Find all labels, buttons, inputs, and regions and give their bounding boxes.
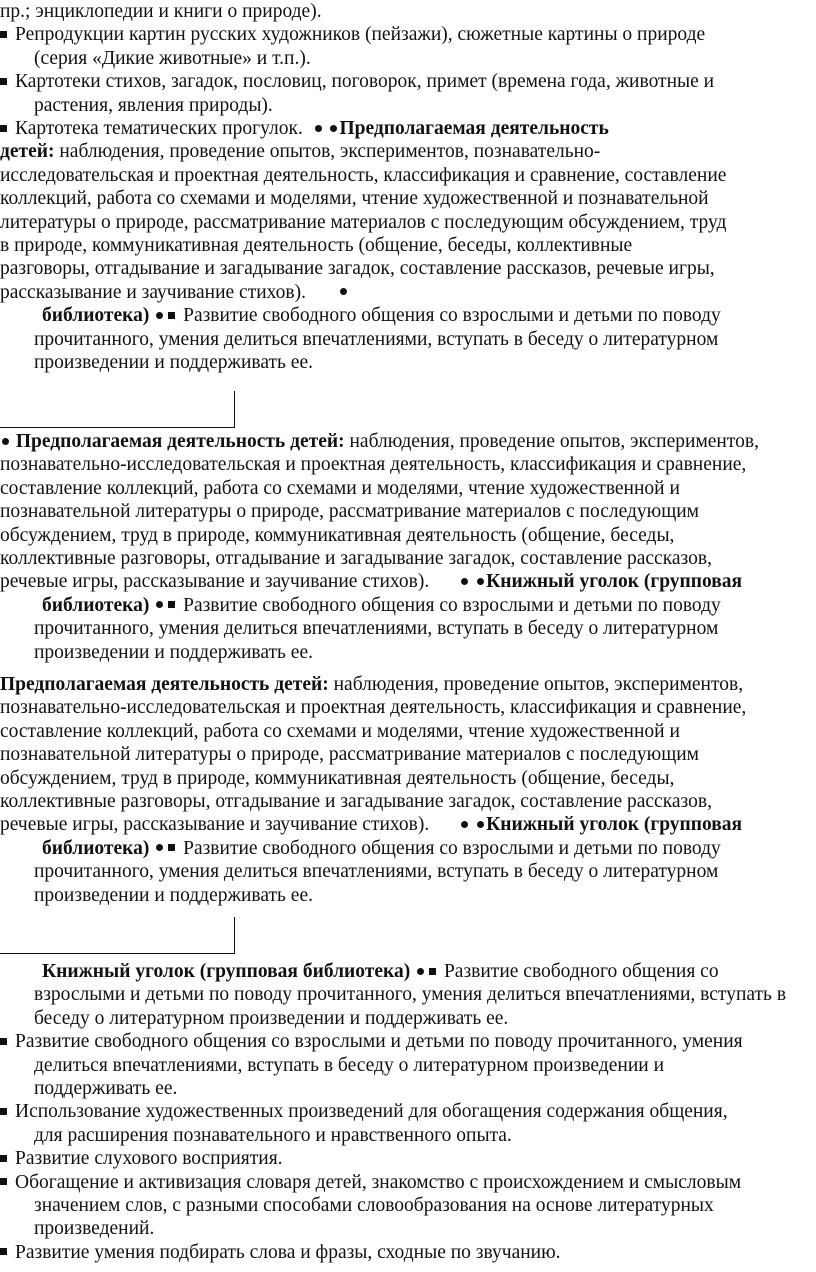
text-line: рассказывание и заучивание стихов). — [0, 281, 816, 304]
text-line: обсуждением, труд в природе, коммуникативная деятельность (общение, беседы, — [0, 767, 675, 789]
round-bullet-icon — [156, 601, 163, 608]
text-line: Предполагаемая деятельность детей: наблюдения, проведение опытов, экспериментов, — [0, 430, 816, 453]
square-bullet-icon — [0, 31, 7, 38]
list-item: Картотека тематических прогулок. Предполагаемая деятельность — [0, 117, 816, 140]
text-line: взрослыми и детьми по поводу прочитанного, умения делиться впечатлениями, вступать в — [34, 984, 787, 1006]
text-line: библиотека) Развитие свободного общения со взрослыми и детьми по поводу — [42, 594, 721, 616]
list-item: Развитие слухового восприятия. — [0, 1147, 816, 1170]
text-line: коллективные разговоры, отгадывание и загадывание загадок, составление рассказов, — [0, 791, 712, 813]
text-line: исследовательская и проектная деятельность, классификация и сравнение, составление — [0, 164, 727, 186]
text-line: познавательной литературы о природе, рассматривание материалов с последующим — [0, 744, 700, 766]
text-line: (серия «Дикие животные» и т.п.). — [34, 47, 311, 69]
text-line: познавательной литературы о природе, рассматривание материалов с последующим — [0, 501, 700, 523]
text-line: произведении и поддерживать ее. — [34, 884, 313, 906]
text-line: познавательно-исследовательская и проектная деятельность, классификация и сравнение, — [0, 454, 747, 476]
text-line: беседу о литературном произведении и поддерживать ее. — [34, 1007, 509, 1029]
square-bullet-icon — [0, 78, 7, 85]
round-bullet-icon — [315, 125, 322, 132]
separator-line — [0, 391, 235, 428]
list-item: Обогащение и активизация словаря детей, знакомство с происхождением и смысловым — [0, 1171, 816, 1194]
round-bullet-icon — [461, 821, 468, 828]
text-line: произведений. — [34, 1218, 155, 1240]
text-line: библиотека) Развитие свободного общения со взрослыми и детьми по поводу — [42, 305, 721, 327]
text-line: поддерживать ее. — [34, 1078, 178, 1100]
section-1 — [0, 0, 816, 375]
list-item: Репродукции картин русских художников (пейзажи), сюжетные картины о природе — [0, 23, 816, 46]
text-line: значением слов, с разными способами словообразования на основе литературных — [34, 1195, 714, 1217]
round-bullet-icon — [417, 968, 424, 975]
text-line: произведении и поддерживать ее. — [34, 641, 313, 663]
text-line: пр.; энциклопедии и книги о природе). — [0, 1, 322, 22]
square-bullet-icon — [0, 1108, 7, 1115]
square-bullet-icon — [0, 1038, 7, 1045]
text-line: составление коллекций, работа со схемами и моделями, чтение художественной и — [0, 477, 680, 499]
text-line: составление коллекций, работа со схемами и моделями, чтение художественной и — [0, 720, 680, 742]
text-line: Предполагаемая деятельность детей: наблюдения, проведение опытов, экспериментов, — [0, 674, 744, 695]
text-line: в природе, коммуникативная деятельность (общение, беседы, коллективные — [0, 235, 633, 257]
round-bullet-icon — [156, 844, 163, 851]
square-bullet-icon — [0, 1248, 7, 1255]
square-bullet-icon — [429, 968, 436, 975]
square-bullet-icon — [0, 1155, 7, 1162]
text-line: делиться впечатлениями, вступать в беседу о литературном произведении и — [34, 1054, 664, 1076]
round-bullet-icon — [156, 312, 163, 319]
square-bullet-icon — [0, 1178, 7, 1185]
list-item: Развитие свободного общения со взрослыми и детьми по поводу прочитанного, умения — [0, 1030, 816, 1053]
square-bullet-icon — [168, 312, 175, 319]
text-line: растения, явления природы). — [34, 94, 273, 116]
round-bullet-icon — [461, 578, 468, 585]
text-line: коллективные разговоры, отгадывание и загадывание загадок, составление рассказов, — [0, 548, 712, 570]
text-line: прочитанного, умения делиться впечатлениями, вступать в беседу о литературном — [34, 861, 719, 883]
heading-text: Предполагаемая деятельность — [339, 118, 609, 140]
list-item: Картотеки стихов, загадок, пословиц, поговорок, примет (времена года, животные и — [0, 70, 816, 93]
text-line: для расширения познавательного и нравственного опыта. — [34, 1124, 512, 1146]
text-line: речевые игры, рассказывание и заучивание стихов). Книжный уголок (групповая — [0, 814, 743, 836]
round-bullet-icon — [477, 578, 484, 585]
round-bullet-icon — [340, 288, 347, 295]
text-line: коллекций, работа со схемами и моделями, чтение художественной и познавательной — [0, 188, 709, 210]
text-line: Книжный уголок (групповая библиотека) Развитие свободного общения со — [42, 961, 719, 982]
text-line: произведении и поддерживать ее. — [34, 352, 313, 374]
list-item: Развитие умения подбирать слова и фразы, сходные по звучанию. — [0, 1241, 816, 1264]
text-line: речевые игры, рассказывание и заучивание стихов). Книжный уголок (групповая — [0, 571, 743, 593]
round-bullet-icon — [330, 125, 337, 132]
section-4 — [0, 960, 816, 1264]
text-line: познавательно-исследовательская и проектная деятельность, классификация и сравнение, — [0, 697, 747, 719]
text-line: литературы о природе, рассматривание материалов с последующим обсуждением, труд — [0, 211, 727, 233]
separator-line — [0, 917, 235, 954]
round-bullet-icon — [2, 438, 9, 445]
text-line: прочитанного, умения делиться впечатлениями, вступать в беседу о литературном — [34, 618, 719, 640]
text-line: библиотека) Развитие свободного общения со взрослыми и детьми по поводу — [42, 837, 721, 859]
section-2 — [0, 430, 816, 664]
text-line: разговоры, отгадывание и загадывание загадок, составление рассказов, речевые игры, — [0, 258, 715, 280]
list-item: Использование художественных произведений для обогащения содержания общения, — [0, 1100, 816, 1123]
text-line: прочитанного, умения делиться впечатлениями, вступать в беседу о литературном — [34, 328, 719, 350]
text-line: обсуждением, труд в природе, коммуникативная деятельность (общение, беседы, — [0, 524, 675, 546]
square-bullet-icon — [168, 601, 175, 608]
square-bullet-icon — [168, 844, 175, 851]
square-bullet-icon — [0, 125, 7, 132]
text-line: детей: наблюдения, проведение опытов, экспериментов, познавательно- — [0, 141, 601, 163]
round-bullet-icon — [477, 821, 484, 828]
section-3 — [0, 673, 816, 907]
